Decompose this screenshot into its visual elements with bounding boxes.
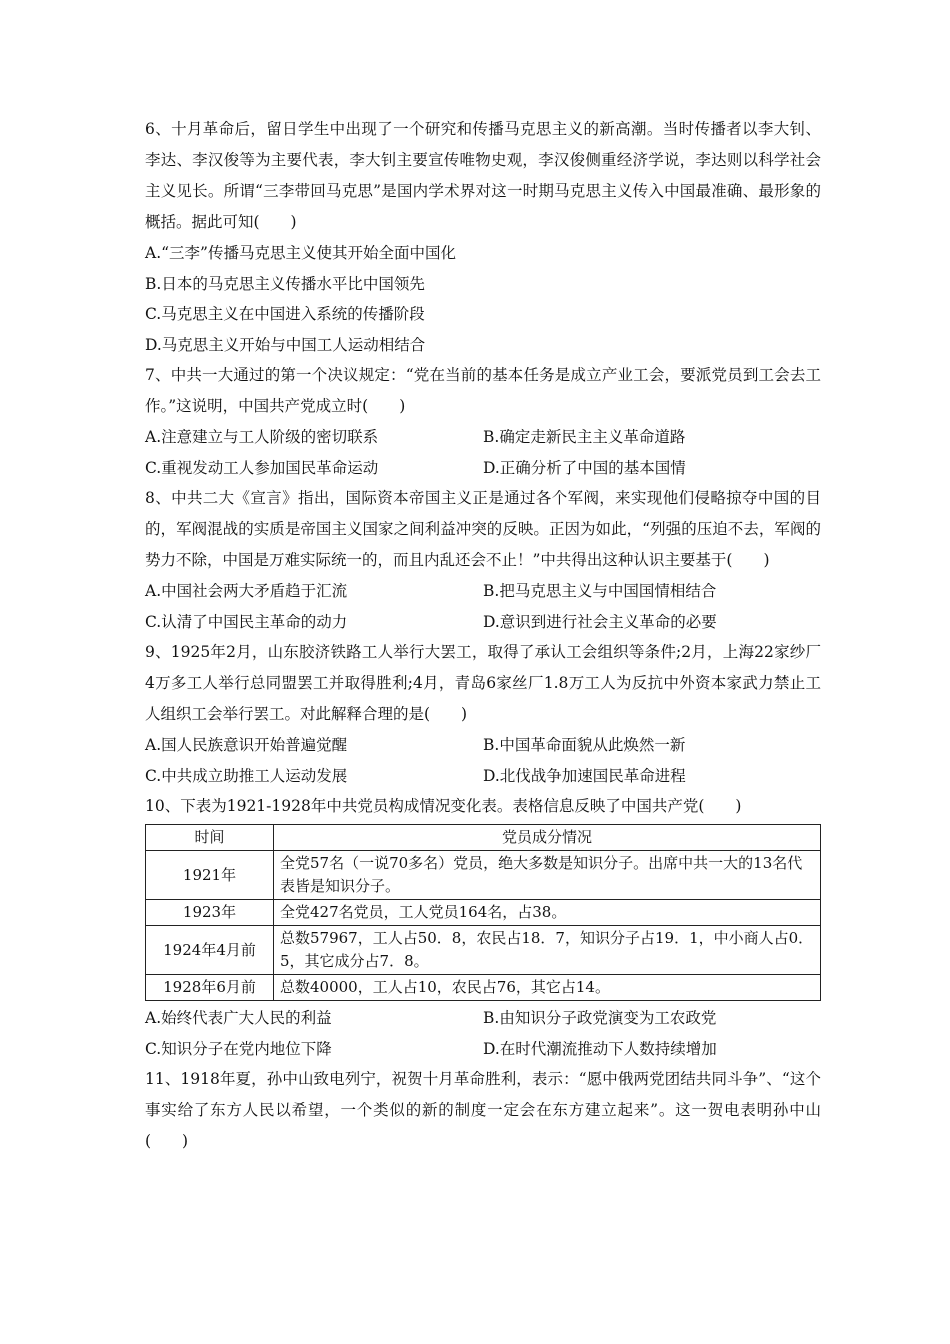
- option-b: B.日本的马克思主义传播水平比中国领先: [145, 274, 425, 293]
- option-a: A.注意建立与工人阶级的密切联系: [145, 428, 379, 446]
- option-d: D.正确分析了中国的基本国情: [483, 458, 686, 477]
- table-cell: 1923年: [146, 900, 274, 926]
- question-7: [145, 360, 821, 483]
- column-header-composition: 党员成分情况: [274, 825, 821, 851]
- question-11: [145, 1064, 821, 1157]
- table-cell: 总数40000，工人占10，农民占76，其它占14。: [274, 975, 821, 1001]
- option-a: A.国人民族意识开始普遍觉醒: [145, 736, 348, 754]
- table-cell: 总数57967，工人占50．8，农民占18．7，知识分子占19．1，中小商人占0．5，其它成分占7．8。: [274, 926, 821, 975]
- question-stem: 9、1925年2月，山东胶济铁路工人举行大罢工，取得了承认工会组织等条件;2月，上海22家纱厂4万多工人举行总同盟罢工并取得胜利;4月，青岛6家丝厂1.8万工人为反抗中外资本家武力禁止工人组织工会举行罢工。对此解释合理的是( ): [145, 643, 821, 723]
- table-header-row: [146, 825, 821, 851]
- option-b: B.由知识分子政党演变为工农政党: [483, 1009, 717, 1027]
- option-c: C.认清了中国民主革命的动力: [145, 612, 348, 631]
- question-9: [145, 637, 821, 791]
- option-d: D.在时代潮流推动下人数持续增加: [483, 1039, 717, 1058]
- question-10: [145, 791, 821, 1064]
- option-b: B.中国革命面貌从此焕然一新: [483, 736, 686, 754]
- option-c: C.知识分子在党内地位下降: [145, 1039, 332, 1058]
- option-a: A.始终代表广大人民的利益: [145, 1009, 332, 1027]
- option-a: A.中国社会两大矛盾趋于汇流: [145, 582, 348, 600]
- table-row: [146, 900, 821, 926]
- option-c: C.马克思主义在中国进入系统的传播阶段: [145, 305, 425, 323]
- question-8: [145, 483, 821, 637]
- table-cell: 1924年4月前: [146, 926, 274, 975]
- option-d: D.意识到进行社会主义革命的必要: [483, 612, 717, 631]
- question-list: [145, 114, 821, 1157]
- question-6: [145, 114, 821, 360]
- table-cell: 全党427名党员，工人党员164名，占38。: [274, 900, 821, 926]
- question-stem: 8、中共二大《宣言》指出，国际资本帝国主义正是通过各个军阀，来实现他们侵略掠夺中国的目的，军阀混战的实质是帝国主义国家之间利益冲突的反映。正因为如此，“列强的压迫不去，军阀的势力不除，中国是万难实际统一的，而且内乱还会不止！”中共得出这种认识主要基于( ): [145, 489, 821, 569]
- question-stem: 10、下表为1921-1928年中共党员构成情况变化表。表格信息反映了中国共产党( ): [145, 797, 742, 815]
- option-c: C.中共成立助推工人运动发展: [145, 766, 348, 785]
- table-row: [146, 975, 821, 1001]
- table-cell: 1928年6月前: [146, 975, 274, 1001]
- question-stem: 11、1918年夏，孙中山致电列宁，祝贺十月革命胜利，表示：“愿中俄两党团结共同斗争”、“这个事实给了东方人民以希望，一个类似的新的制度一定会在东方建立起来”。这一贺电表明孙中山( ): [145, 1070, 821, 1150]
- table-cell: 1921年: [146, 851, 274, 900]
- question-stem: 6、十月革命后，留日学生中出现了一个研究和传播马克思主义的新高潮。当时传播者以李大钊、李达、李汉俊等为主要代表，李大钊主要宣传唯物史观，李汉俊侧重经济学说，李达则以科学社会主义见长。所谓“三李带回马克思”是国内学术界对这一时期马克思主义传入中国最准确、最形象的概括。据此可知( ): [145, 120, 821, 231]
- party-composition-table: [145, 824, 821, 1001]
- table-cell: 全党57名（一说70多名）党员，绝大多数是知识分子。出席中共一大的13名代表皆是知识分子。: [274, 851, 821, 900]
- option-d: D.马克思主义开始与中国工人运动相结合: [145, 335, 426, 354]
- column-header-time: 时间: [146, 825, 274, 851]
- option-c: C.重视发动工人参加国民革命运动: [145, 458, 379, 477]
- option-d: D.北伐战争加速国民革命进程: [483, 766, 686, 785]
- question-stem: 7、中共一大通过的第一个决议规定：“党在当前的基本任务是成立产业工会，要派党员到工会去工作。”这说明，中国共产党成立时( ): [145, 366, 821, 415]
- table-row: [146, 926, 821, 975]
- option-b: B.确定走新民主主义革命道路: [483, 428, 686, 446]
- option-a: A.“三李”传播马克思主义使其开始全面中国化: [145, 244, 456, 262]
- table-row: [146, 851, 821, 900]
- option-b: B.把马克思主义与中国国情相结合: [483, 582, 717, 600]
